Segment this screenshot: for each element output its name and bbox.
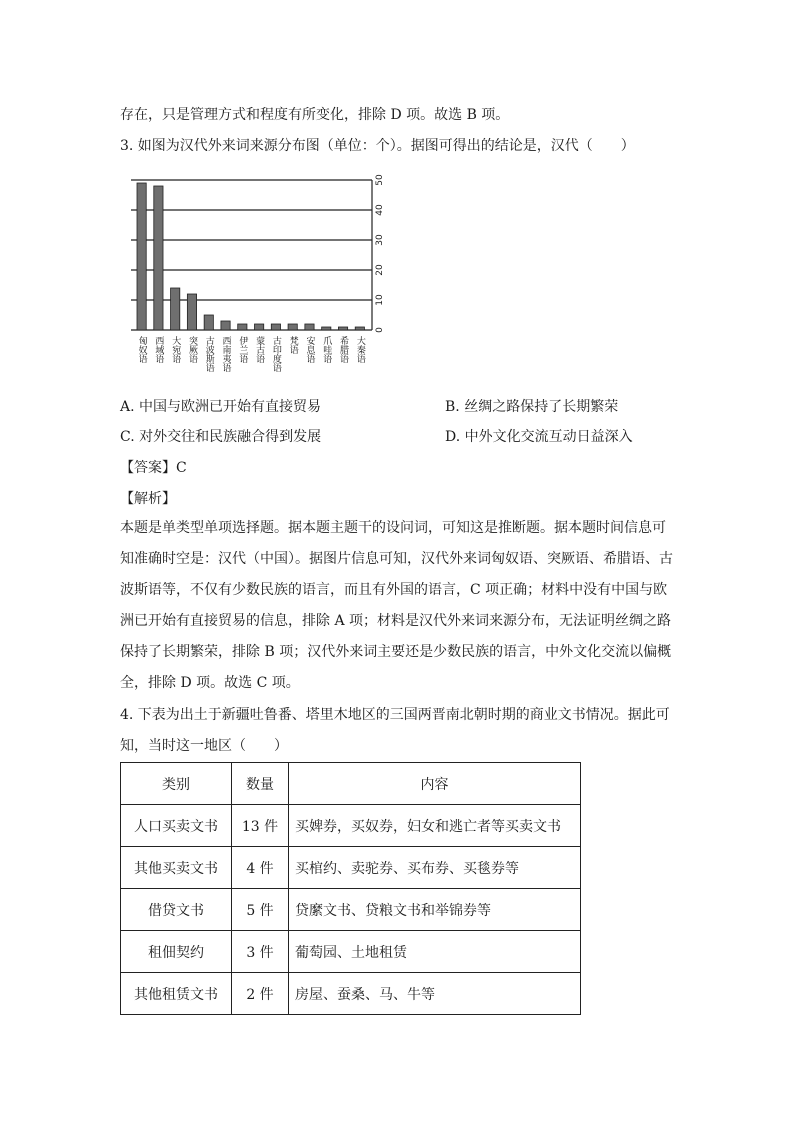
cell-quantity: 13 件	[232, 805, 289, 847]
bar	[305, 324, 314, 330]
cell-content: 贷縻文书、贷粮文书和举锦券等	[289, 889, 581, 931]
bar	[271, 324, 280, 330]
bar	[338, 327, 347, 330]
x-tick-label: 大宛语	[170, 336, 181, 363]
table-row	[121, 931, 581, 973]
bar	[187, 294, 196, 330]
q3-stem: 3. 如图为汉代外来词来源分布图（单位：个）。据图可得出的结论是，汉代（ ）	[120, 138, 635, 154]
q4-stem-line: 4. 下表为出土于新疆吐鲁番、塔里木地区的三国两晋南北朝时期的商业文书情况。据此可	[120, 707, 670, 723]
x-tick-label: 古印度语	[270, 336, 281, 372]
cell-quantity: 5 件	[232, 889, 289, 931]
header-content: 内容	[289, 763, 581, 805]
x-tick-label: 梵语	[287, 336, 298, 354]
previous-answer-tail: 存在，只是管理方式和程度有所变化，排除 D 项。故选 B 项。	[120, 107, 510, 123]
analysis-line: 本题是单类型单项选择题。据本题主题干的设问词，可知这是推断题。据本题时间信息可	[120, 520, 666, 536]
cell-quantity: 3 件	[232, 931, 289, 973]
bar	[255, 324, 264, 330]
bar	[288, 324, 297, 330]
x-tick-label: 突厥语	[186, 336, 197, 363]
y-tick-label: 40	[375, 204, 385, 216]
table-row	[121, 847, 581, 889]
table-row	[121, 973, 581, 1015]
y-tick-label: 0	[375, 327, 385, 333]
cell-content: 买棺约、卖驼券、买布券、买毯券等	[289, 847, 581, 889]
bar	[355, 327, 364, 330]
q3-option-b[interactable]: B. 丝绸之路保持了长期繁荣	[445, 399, 619, 415]
y-tick-label: 30	[375, 234, 385, 246]
x-tick-label: 西南夷语	[220, 336, 231, 372]
analysis-line: 全，排除 D 项。故选 C 项。	[120, 675, 300, 691]
commercial-documents-table	[120, 762, 581, 1015]
table-row	[121, 805, 581, 847]
cell-category: 租佃契约	[121, 931, 232, 973]
cell-quantity: 2 件	[232, 973, 289, 1015]
x-tick-label: 爪哇语	[321, 336, 332, 363]
q3-option-c[interactable]: C. 对外交往和民族融合得到发展	[120, 429, 322, 445]
bar	[238, 324, 247, 330]
bar	[154, 186, 163, 330]
cell-category: 人口买卖文书	[121, 805, 232, 847]
cell-quantity: 4 件	[232, 847, 289, 889]
x-tick-label: 希腊语	[338, 336, 349, 363]
header-quantity: 数量	[232, 763, 289, 805]
q4-stem-line: 知，当时这一地区（ ）	[120, 738, 288, 754]
header-category: 类别	[121, 763, 232, 805]
bar	[204, 315, 213, 330]
q3-answer: 【答案】C	[120, 460, 187, 476]
bar	[171, 288, 180, 330]
q4-stem	[120, 700, 676, 762]
bar	[322, 327, 331, 330]
table-row	[121, 889, 581, 931]
loanword-bar-chart	[125, 170, 385, 385]
analysis-line: 知准确时空是：汉代（中国）。据图片信息可知，汉代外来词匈奴语、突厥语、希腊语、古	[120, 551, 673, 567]
x-tick-label: 大秦语	[354, 336, 365, 363]
x-tick-label: 安息语	[304, 336, 315, 363]
q3-analysis-title: 【解析】	[120, 491, 176, 507]
bar	[221, 321, 230, 330]
y-tick-label: 20	[375, 264, 385, 276]
analysis-line: 波斯语等，不仅有少数民族的语言，而且有外国的语言，C 项正确；材料中没有中国与欧	[120, 582, 668, 598]
y-tick-label: 50	[375, 174, 385, 186]
x-tick-label: 蒙古语	[254, 336, 265, 363]
cell-category: 借贷文书	[121, 889, 232, 931]
bar	[137, 183, 146, 330]
cell-content: 房屋、蚕桑、马、牛等	[289, 973, 581, 1015]
x-tick-label: 古波斯语	[203, 336, 214, 372]
x-tick-label: 西域语	[153, 336, 164, 363]
x-tick-label: 伊兰语	[237, 336, 248, 363]
q3-option-d[interactable]: D. 中外文化交流互动日益深入	[445, 429, 633, 445]
analysis-line: 洲已开始有直接贸易的信息，排除 A 项；材料是汉代外来词来源分布，无法证明丝绸之路	[120, 613, 672, 629]
cell-category: 其他买卖文书	[121, 847, 232, 889]
analysis-line: 保持了长期繁荣，排除 B 项；汉代外来词主要还是少数民族的语言，中外文化交流以偏概	[120, 644, 672, 660]
q3-analysis-body	[120, 513, 676, 699]
x-tick-label: 匈奴语	[136, 336, 147, 363]
y-tick-label: 10	[375, 294, 385, 306]
q3-option-a[interactable]: A. 中国与欧洲已开始有直接贸易	[120, 399, 322, 415]
table-header-row	[121, 763, 581, 805]
cell-category: 其他租赁文书	[121, 973, 232, 1015]
cell-content: 买婢券，买奴券，妇女和逃亡者等买卖文书	[289, 805, 581, 847]
cell-content: 葡萄园、土地租赁	[289, 931, 581, 973]
